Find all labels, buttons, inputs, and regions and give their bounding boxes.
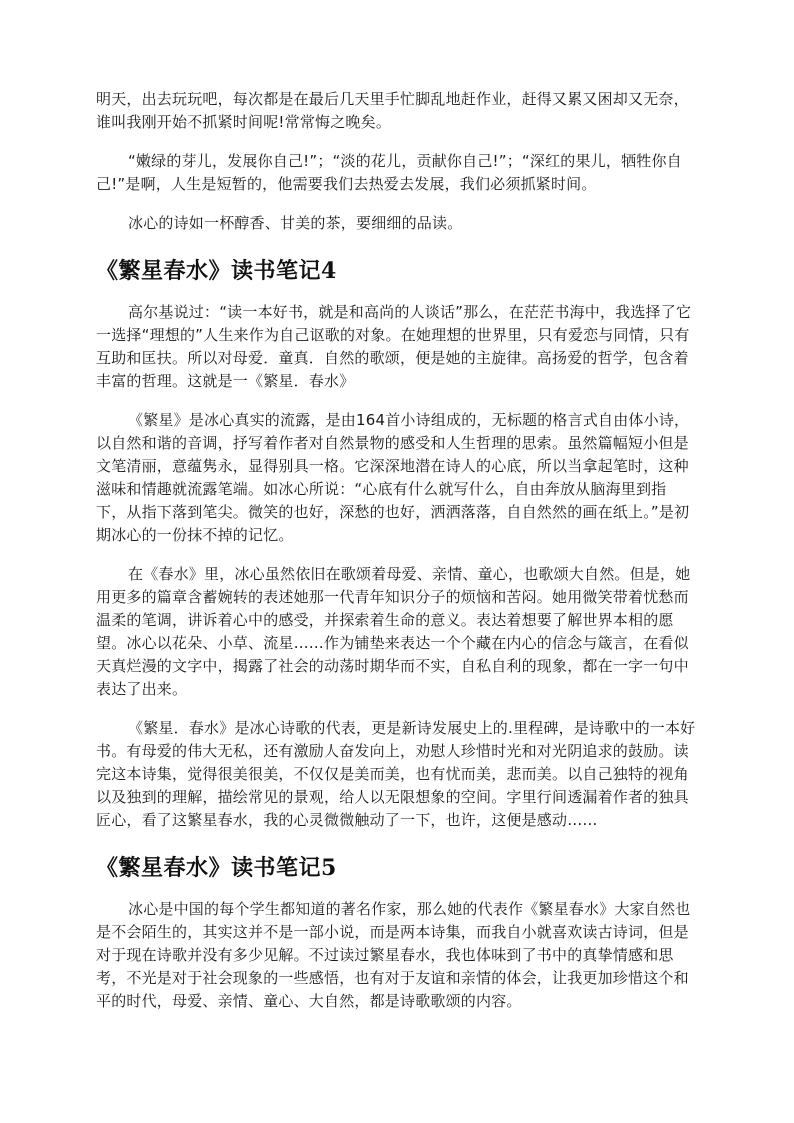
paragraph: 高尔基说过：“读一本好书，就是和高尚的人谈话”那么，在茫茫书海中，我选择了它一选择“理想的”人生来作为自己讴歌的对象。在她理想的世界里，只有爱恋与同情，只有互助和匡扶。所以对母爱．童真．自然的歌颂，便是她的主旋律。高扬爱的哲学，包含着丰富的哲理。这就是一《繁星．春水》 bbox=[96, 303, 692, 390]
section-heading-note-5: 《繁星春水》读书笔记5 bbox=[96, 855, 337, 881]
paragraph: 《繁星》是冰心真实的流露，是由164首小诗组成的，无标题的格言式自由体小诗，以自然和谐的音调，抒写着作者对自然景物的感受和人生哲理的思索。虽然篇幅短小但是文笔清丽，意蕴隽永，显得别具一格。它深深地潜在诗人的心底，所以当拿起笔时，这种滋味和情趣就流露笔端。如冰心所说：“心底有什么就写什么，自由奔放从脑海里到指下，从指下落到笔尖。微笑的也好，深愁的也好，洒洒落落，自自然然的画在纸上。”是初期冰心的一份抹不掉的记忆。 bbox=[96, 411, 690, 544]
section-heading-note-4: 《繁星春水》读书笔记4 bbox=[96, 258, 337, 284]
paragraph: “嫩绿的芽儿，发展你自己!”；“淡的花儿，贡献你自己!”；“深红的果儿，牺牲你自己!”是啊，人生是短暂的，他需要我们去热爱去发展，我们必须抓紧时间。 bbox=[96, 152, 682, 193]
paragraph: 在《春水》里，冰心虽然依旧在歌颂着母爱、亲情、童心，也歌颂大自然。但是，她用更多的篇章含蓄婉转的表述她那一代青年知识分子的烦恼和苦闷。她用微笑带着忧愁而温柔的笔调，讲诉着心中的感受，并探索着生命的意义。表达着想要了解世界本相的愿望。冰心以花朵、小草、流星……作为铺垫来表达一个个藏在内心的信念与箴言，在看似天真烂漫的文字中，揭露了社会的动荡时期华而不实，自私自利的现象，都在一字一句中表达了出来。 bbox=[96, 565, 691, 698]
paragraph: 明天，出去玩玩吧，每次都是在最后几天里手忙脚乱地赶作业，赶得又累又困却又无奈，谁叫我刚开始不抓紧时间呢!常常悔之晚矣。 bbox=[96, 90, 689, 131]
paragraph: 《繁星．春水》是冰心诗歌的代表，更是新诗发展史上的.里程碑，是诗歌中的一本好书。有母爱的伟大无私，还有激励人奋发向上，劝慰人珍惜时光和对光阴追求的鼓励。读完这本诗集，觉得很美很美，不仅仅是美而美，也有忧而美，悲而美。以自己独特的视角以及独到的理解，描绘常见的景观，给人以无限想象的空间。字里行间透漏着作者的独具匠心，看了这繁星春水，我的心灵微微触动了一下，也许，这便是感动…… bbox=[96, 719, 696, 829]
document-body bbox=[96, 88, 696, 1013]
paragraph: 冰心是中国的每个学生都知道的著名作家，那么她的代表作《繁星春水》大家自然也是不会陌生的，其实这并不是一部小说，而是两本诗集，而我自小就喜欢读古诗词，但是对于现在诗歌并没有多少见解。不过读过繁星春水，我也体味到了书中的真挚情感和思考，不光是对于社会现象的一些感悟，也有对于友谊和亲情的体会，让我更加珍惜这个和平的时代，母爱、亲情、童心、大自然，都是诗歌歌颂的内容。 bbox=[96, 900, 691, 1010]
paragraph: 冰心的诗如一杯醇香、甘美的茶，要细细的品读。 bbox=[128, 214, 463, 232]
